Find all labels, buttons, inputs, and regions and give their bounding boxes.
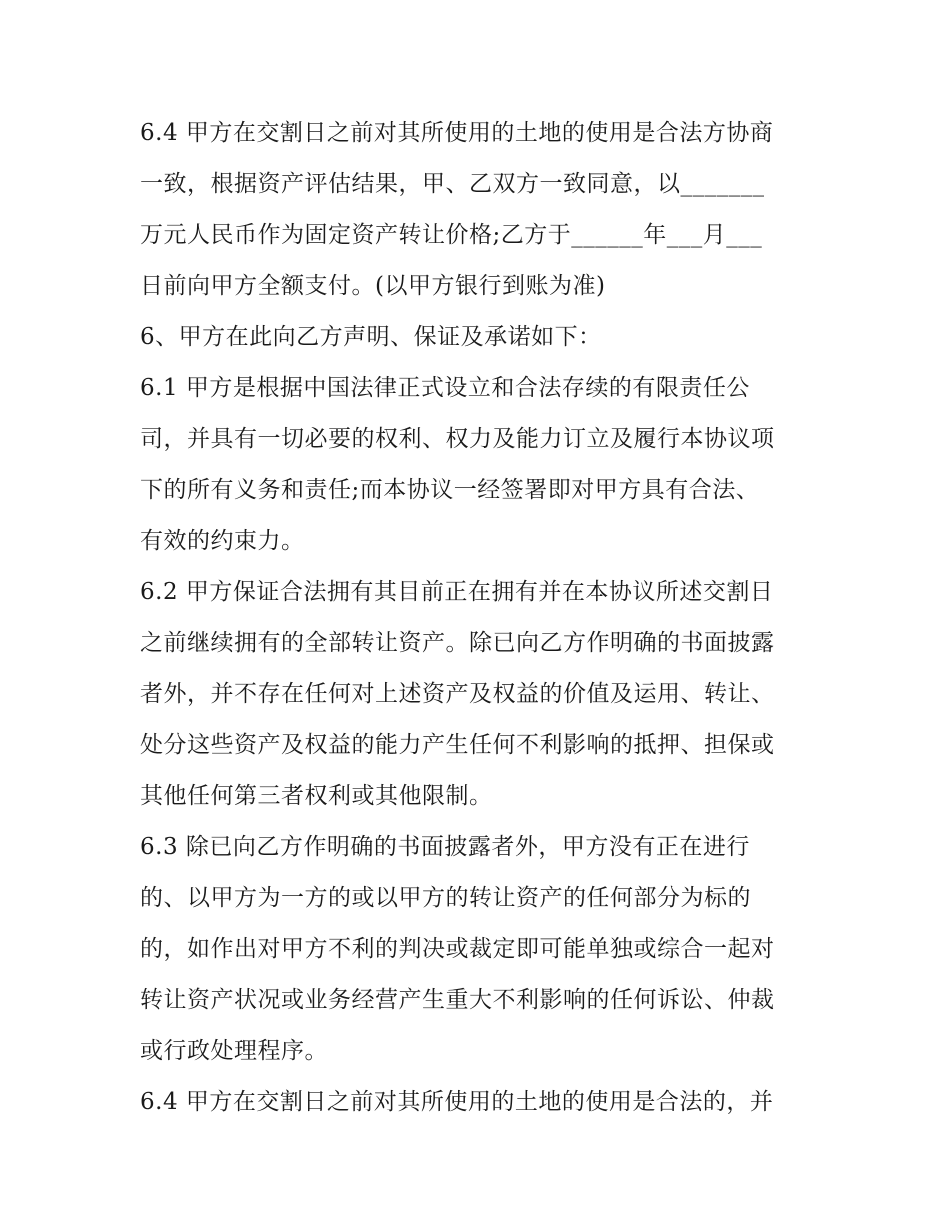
text-line: 之前继续拥有的全部转让资产。除已向乙方作明确的书面披露 — [140, 630, 775, 656]
text-line: 其他任何第三者权利或其他限制。 — [140, 783, 493, 809]
text-line: 6.4 甲方在交割日之前对其所使用的土地的使用是合法方协商 — [140, 120, 774, 146]
text-line: 处分这些资产及权益的能力产生任何不利影响的抵押、担保或 — [140, 732, 775, 758]
text-line: 下的所有义务和责任;而本协议一经签署即对甲方具有合法、 — [140, 477, 760, 503]
text-line: 6.1 甲方是根据中国法律正式设立和合法存续的有限责任公 — [140, 375, 750, 401]
text-line: 万元人民币作为固定资产转让价格;乙方于______年___月___ — [140, 222, 763, 248]
text-line: 转让资产状况或业务经营产生重大不利影响的任何诉讼、仲裁 — [140, 987, 775, 1013]
text-line: 的、以甲方为一方的或以甲方的转让资产的任何部分为标的 — [140, 885, 751, 911]
text-line: 6.4 甲方在交割日之前对其所使用的土地的使用是合法的，并 — [140, 1089, 774, 1115]
text-line: 6.2 甲方保证合法拥有其目前正在拥有并在本协议所述交割日 — [140, 579, 774, 605]
text-line: 者外，并不存在任何对上述资产及权益的价值及运用、转让、 — [140, 681, 775, 707]
text-line: 6、甲方在此向乙方声明、保证及承诺如下： — [140, 324, 602, 350]
text-line: 日前向甲方全额支付。(以甲方银行到账为准) — [140, 273, 606, 299]
text-line: 司，并具有一切必要的权利、权力及能力订立及履行本协议项 — [140, 426, 775, 452]
text-line: 有效的约束力。 — [140, 528, 305, 554]
text-line: 一致，根据资产评估结果，甲、乙双方一致同意，以_______ — [140, 171, 765, 197]
text-line: 6.3 除已向乙方作明确的书面披露者外，甲方没有正在进行 — [140, 834, 750, 860]
text-line: 的，如作出对甲方不利的判决或裁定即可能单独或综合一起对 — [140, 936, 775, 962]
document-body — [140, 108, 830, 1128]
text-line: 或行政处理程序。 — [140, 1038, 328, 1064]
